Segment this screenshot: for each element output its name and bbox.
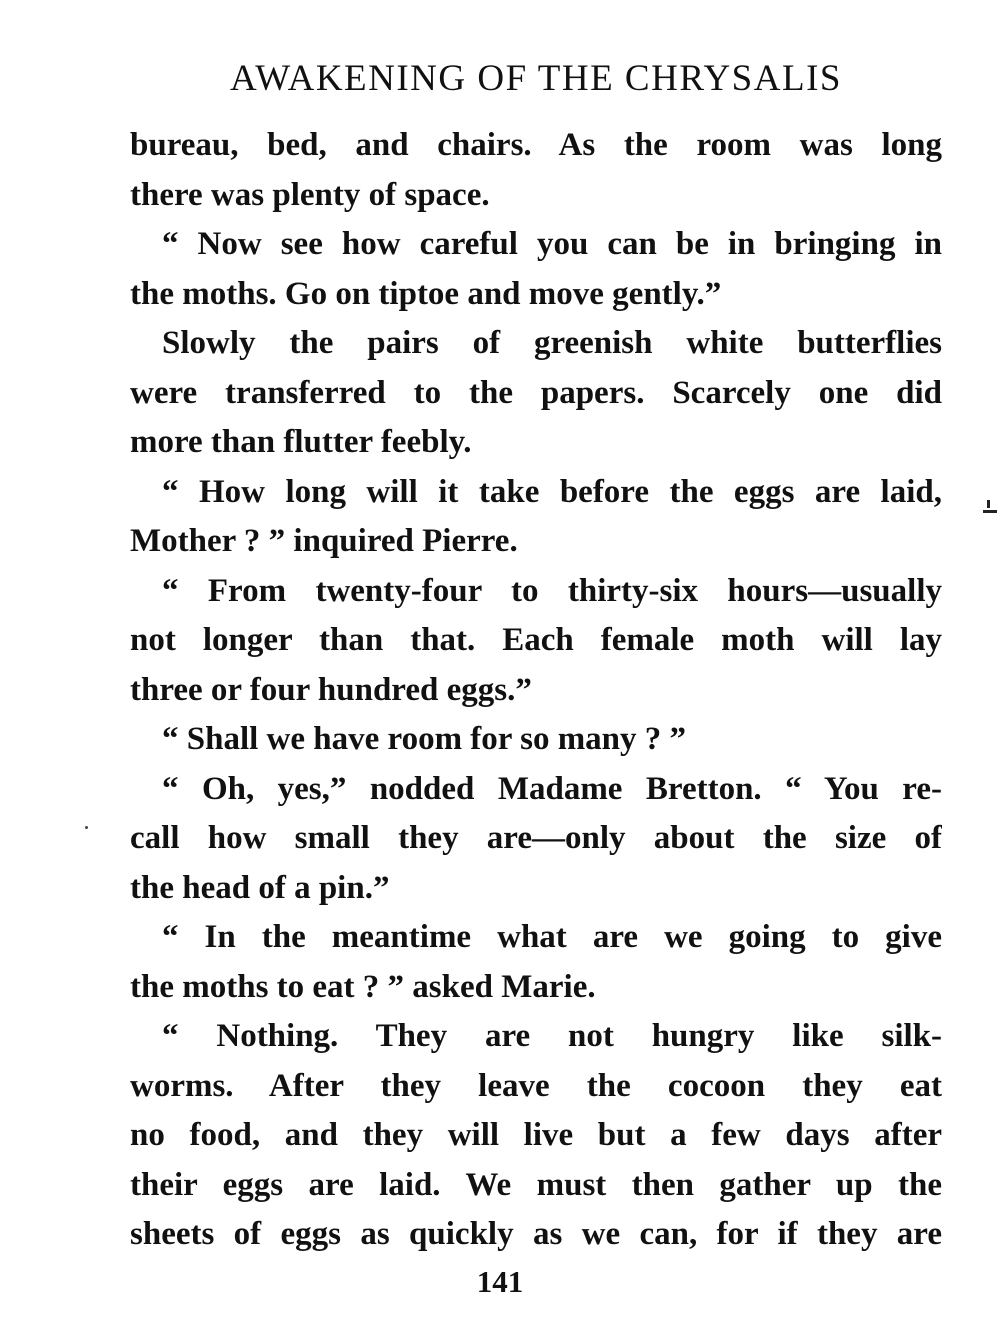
page-number: 141 [476, 1264, 524, 1299]
text-line: “ From twenty-four to thirty-six hours—usually [162, 572, 942, 609]
margin-mark [983, 510, 997, 513]
text-line: sheets of eggs as quickly as we can, for if they are [130, 1216, 942, 1252]
running-head: AWAKENING OF THE CHRYSALIS [230, 58, 842, 99]
text-line: “ How long will it take before the eggs are laid, [162, 473, 942, 510]
text-line: call how small they are—only about the size of [130, 820, 942, 856]
text-line: there was plenty of space. [130, 176, 490, 213]
text-line: worms. After they leave the cocoon they eat [130, 1067, 942, 1104]
text-line: the moths to eat ? ” asked Marie. [130, 968, 596, 1005]
ink-speck [85, 826, 88, 829]
text-line: Mother ? ” inquired Pierre. [130, 523, 518, 559]
body-text [130, 121, 942, 1260]
text-line: bureau, bed, and chairs. As the room was long [130, 127, 942, 163]
text-line: no food, and they will live but a few days after [130, 1117, 942, 1153]
text-line: “ Shall we have room for so many ? ” [162, 721, 687, 757]
text-line: the head of a pin.” [130, 869, 390, 906]
text-line: “ Oh, yes,” nodded Madame Bretton. “ You re- [162, 770, 942, 807]
text-line: “ In the meantime what are we going to give [162, 919, 942, 955]
text-line: the moths. Go on tiptoe and move gently.” [130, 275, 722, 312]
text-line: were transferred to the papers. Scarcely one did [130, 374, 942, 411]
text-line: “ Now see how careful you can be in bringing in [162, 226, 942, 262]
text-line: their eggs are laid. We must then gather up the [130, 1166, 942, 1203]
margin-mark [987, 500, 990, 508]
text-line: more than flutter feebly. [130, 424, 472, 460]
text-line: three or four hundred eggs.” [130, 671, 532, 708]
text-line: Slowly the pairs of greenish white butterflies [162, 325, 942, 361]
text-line: “ Nothing. They are not hungry like silk- [162, 1018, 942, 1054]
text-line: not longer than that. Each female moth will lay [130, 622, 942, 658]
